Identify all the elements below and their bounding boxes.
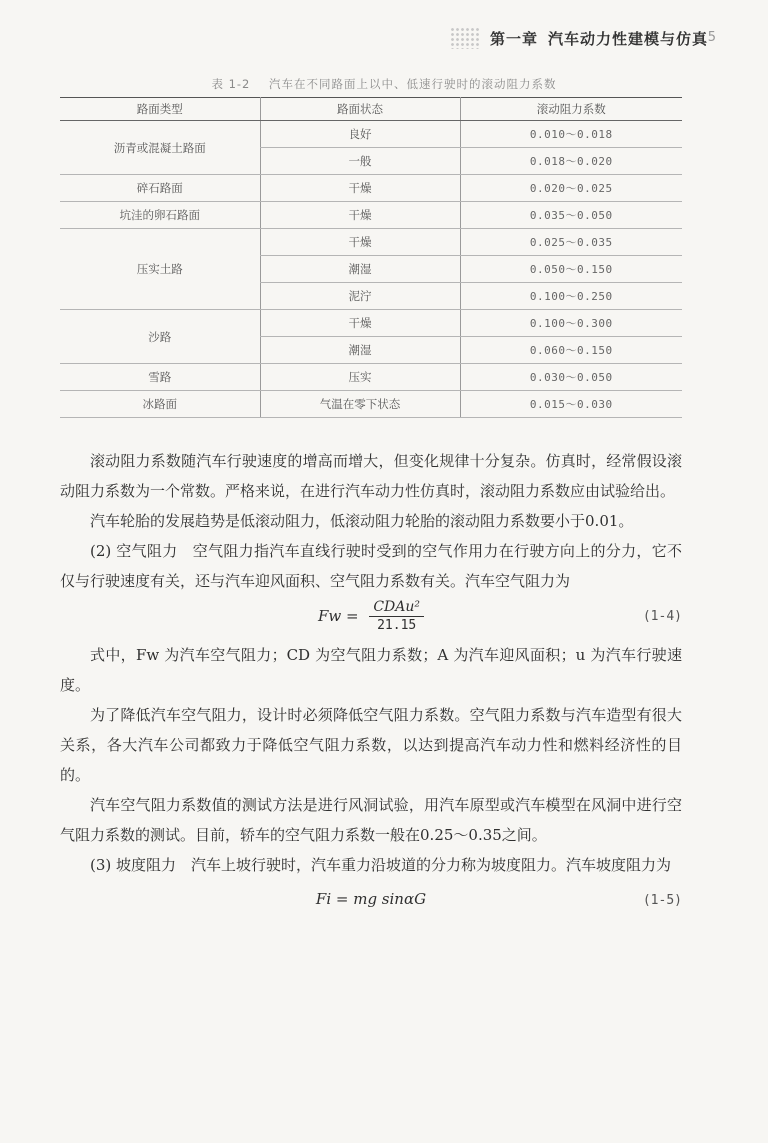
table-header-row xyxy=(60,98,682,121)
coefficient-cell: 0.010～0.018 xyxy=(460,121,682,148)
surface-cell: 雪路 xyxy=(60,364,260,391)
decorative-dots-icon xyxy=(450,27,480,49)
chapter-number: 第一章 xyxy=(489,29,538,48)
condition-cell: 泥泞 xyxy=(260,283,460,310)
header-surface: 路面类型 xyxy=(60,98,260,121)
paragraph: 汽车轮胎的发展趋势是低滚动阻力，低滚动阻力轮胎的滚动阻力系数要小于0.01。 xyxy=(90,512,634,530)
rolling-resistance-table xyxy=(60,97,682,418)
condition-cell: 一般 xyxy=(260,148,460,175)
page-number: 5 xyxy=(707,30,716,45)
equation-expression: Fi = mg sinαG xyxy=(315,890,427,908)
equation-number: (1-4) xyxy=(642,609,682,624)
surface-cell: 沙路 xyxy=(60,310,260,364)
coefficient-cell: 0.030～0.050 xyxy=(460,364,682,391)
equation-number: (1-5) xyxy=(642,893,682,908)
table-caption-text: 汽车在不同路面上以中、低速行驶时的滚动阻力系数 xyxy=(269,77,557,91)
table-row xyxy=(60,391,682,418)
coefficient-cell: 0.035～0.050 xyxy=(460,202,682,229)
paragraph: (3) 坡度阻力 汽车上坡行驶时，汽车重力沿坡道的分力称为坡度阻力。汽车坡度阻力为 xyxy=(90,856,672,874)
coefficient-cell: 0.018～0.020 xyxy=(460,148,682,175)
coefficient-cell: 0.025～0.035 xyxy=(460,229,682,256)
paragraph: 汽车空气阻力系数值的测试方法是进行风洞试验，用汽车原型或汽车模型在风洞中进行空气阻力系数的测试。目前，轿车的空气阻力系数一般在0.25～0.35之间。 xyxy=(60,796,682,844)
condition-cell: 干燥 xyxy=(260,310,460,337)
coefficient-cell: 0.050～0.150 xyxy=(460,256,682,283)
condition-cell: 潮湿 xyxy=(260,337,460,364)
surface-cell: 压实土路 xyxy=(60,229,260,310)
table-caption xyxy=(0,76,768,92)
table-row xyxy=(60,202,682,229)
surface-cell: 坑洼的卵石路面 xyxy=(60,202,260,229)
coefficient-cell: 0.100～0.250 xyxy=(460,283,682,310)
coefficient-cell: 0.015～0.030 xyxy=(460,391,682,418)
surface-cell: 冰路面 xyxy=(60,391,260,418)
paragraph: 滚动阻力系数随汽车行驶速度的增高而增大，但变化规律十分复杂。仿真时，经常假设滚动阻力系数为一个常数。严格来说，在进行汽车动力性仿真时，滚动阻力系数应由试验给出。 xyxy=(60,452,682,500)
header-condition: 路面状态 xyxy=(260,98,460,121)
condition-cell: 潮湿 xyxy=(260,256,460,283)
paragraph: (2) 空气阻力 空气阻力指汽车直线行驶时受到的空气作用力在行驶方向上的分力，它不仅与行驶速度有关，还与汽车迎风面积、空气阻力系数有关。汽车空气阻力为 xyxy=(60,542,682,590)
coefficient-cell: 0.020～0.025 xyxy=(460,175,682,202)
condition-cell: 压实 xyxy=(260,364,460,391)
condition-cell: 干燥 xyxy=(260,202,460,229)
table-row xyxy=(60,229,682,256)
condition-cell: 气温在零下状态 xyxy=(260,391,460,418)
paragraph: 式中，Fw 为汽车空气阻力；CD 为空气阻力系数；A 为汽车迎风面积；u 为汽车行驶速度。 xyxy=(60,646,682,694)
condition-cell: 良好 xyxy=(260,121,460,148)
chapter-title: 汽车动力性建模与仿真 xyxy=(547,29,708,48)
table-row xyxy=(60,175,682,202)
equation-lhs: Fw = xyxy=(317,606,359,625)
table-number: 表 1-2 xyxy=(211,77,251,91)
surface-cell: 沥青或混凝土路面 xyxy=(60,121,260,175)
equation-fraction xyxy=(369,598,424,635)
equation-air-resistance xyxy=(60,596,682,640)
table-row xyxy=(60,121,682,148)
table-row xyxy=(60,310,682,337)
body-text xyxy=(60,446,682,924)
equation-denominator: 21.15 xyxy=(377,618,417,633)
paragraph: 为了降低汽车空气阻力，设计时必须降低空气阻力系数。空气阻力系数与汽车造型有很大关系，各大汽车公司都致力于降低空气阻力系数，以达到提高汽车动力性和燃料经济性的目的。 xyxy=(60,706,682,784)
chapter-header xyxy=(450,22,708,54)
condition-cell: 干燥 xyxy=(260,229,460,256)
header-coefficient: 滚动阻力系数 xyxy=(460,98,682,121)
condition-cell: 干燥 xyxy=(260,175,460,202)
equation-numerator: CDAu² xyxy=(369,598,424,617)
coefficient-cell: 0.060～0.150 xyxy=(460,337,682,364)
equation-grade-resistance xyxy=(60,880,682,924)
table-row xyxy=(60,364,682,391)
surface-cell: 碎石路面 xyxy=(60,175,260,202)
coefficient-cell: 0.100～0.300 xyxy=(460,310,682,337)
